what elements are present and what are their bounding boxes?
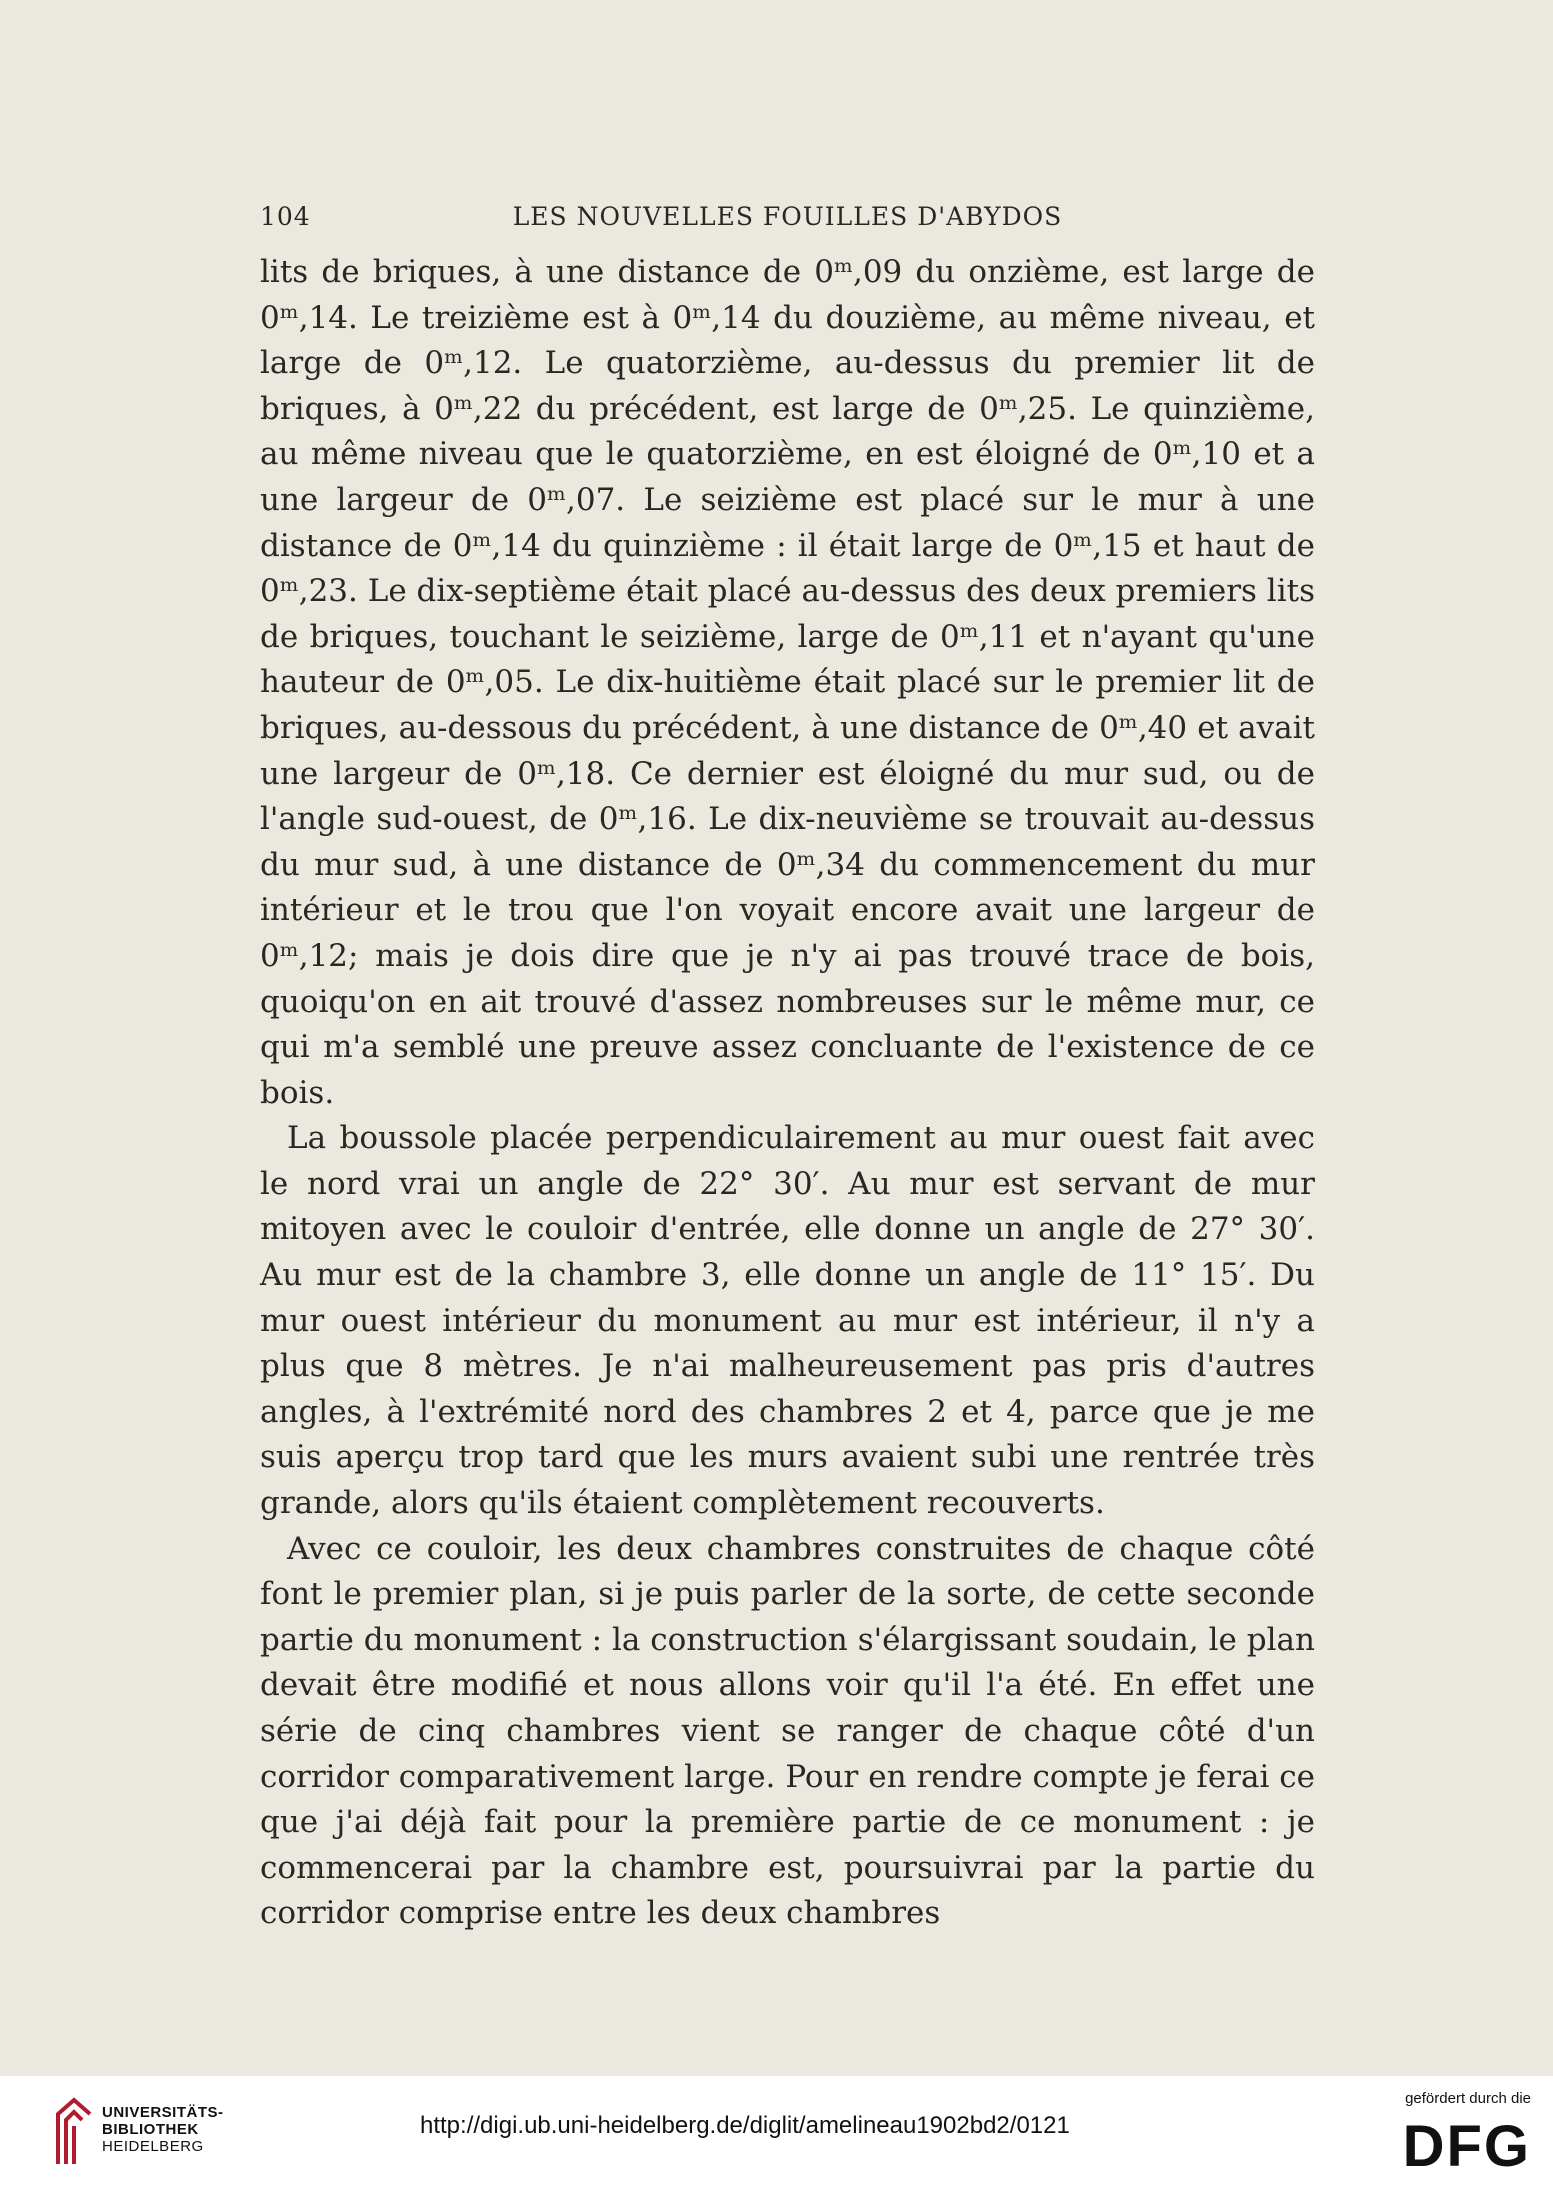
- body-text: [260, 250, 1315, 1937]
- library-name-line-3: HEIDELBERG: [102, 2138, 204, 2155]
- library-name: [102, 2104, 224, 2155]
- paragraph-2: La boussole placée perpendiculairement au mur ouest fait avec le nord vrai un angle de 22° 30′. Au mur est servant de mur mitoyen avec le couloir d'entrée, elle donne un angle de 27° 30′. Au mur est de la chambre 3, elle donne un angle de 11° 15′. Du mur ouest intérieur du monument au mur est intérieur, il n'y a plus que 8 mètres. Je n'ai malheureusement pas pris d'autres angles, à l'extrémité nord des chambres 2 et 4, parce que je me suis aperçu trop tard que les murs avaient subi une rentrée très grande, alors qu'ils étaient complètement recouverts.: [260, 1120, 1315, 1522]
- page-number: 104: [260, 202, 311, 231]
- funder-label: gefördert durch die: [1405, 2090, 1531, 2107]
- running-head: [260, 202, 1315, 242]
- library-name-line-1: UNIVERSITÄTS-: [102, 2104, 224, 2121]
- library-logo-icon: [52, 2094, 96, 2166]
- permalink-url[interactable]: http://digi.ub.uni-heidelberg.de/diglit/amelineau1902bd2/0121: [420, 2112, 1070, 2139]
- paragraph-3: Avec ce couloir, les deux chambres construites de chaque côté font le premier plan, si je puis parler de la sorte, de cette seconde partie du monument : la construction s'élargissant soudain, le plan devait être modifié et nous allons voir qu'il l'a été. En effet une série de cinq chambres vient se ranger de chaque côté d'un corridor comparativement large. Pour en rendre compte je ferai ce que j'ai déjà fait pour la première partie de ce monument : je commencerai par la chambre est, poursuivrai par la partie du corridor comprise entre les deux chambres: [260, 1530, 1315, 1932]
- dfg-logo: DFG: [1402, 2114, 1531, 2179]
- paragraph-1: lits de briques, à une distance de 0ᵐ,09 du onzième, est large de 0ᵐ,14. Le treizième est à 0ᵐ,14 du douzième, au même niveau, et large de 0ᵐ,12. Le quatorzième, au-dessus du premier lit de briques, à 0ᵐ,22 du précédent, est large de 0ᵐ,25. Le quinzième, au même niveau que le quatorzième, en est éloigné de 0ᵐ,10 et a une largeur de 0ᵐ,07. Le seizième est placé sur le mur à une distance de 0ᵐ,14 du quinzième : il était large de 0ᵐ,15 et haut de 0ᵐ,23. Le dix-septième était placé au-dessus des deux premiers lits de briques, touchant le seizième, large de 0ᵐ,11 et n'ayant qu'une hauteur de 0ᵐ,05. Le dix-huitième était placé sur le premier lit de briques, au-dessous du précédent, à une distance de 0ᵐ,40 et avait une largeur de 0ᵐ,18. Ce dernier est éloigné du mur sud, ou de l'angle sud-ouest, de 0ᵐ,16. Le dix-neuvième se trouvait au-dessus du mur sud, à une distance de 0ᵐ,34 du commencement du mur intérieur et le trou que l'on voyait encore avait une largeur de 0ᵐ,12; mais je dois dire que je n'y ai pas trouvé trace de bois, quoiqu'on en ait trouvé d'assez nombreuses sur le même mur, ce qui m'a semblé une preuve assez concluante de l'existence de ce bois.: [260, 254, 1315, 1111]
- running-title: LES NOUVELLES FOUILLES D'ABYDOS: [512, 202, 1063, 231]
- digitization-footer: [0, 2076, 1553, 2186]
- library-name-line-2: BIBLIOTHEK: [102, 2121, 199, 2138]
